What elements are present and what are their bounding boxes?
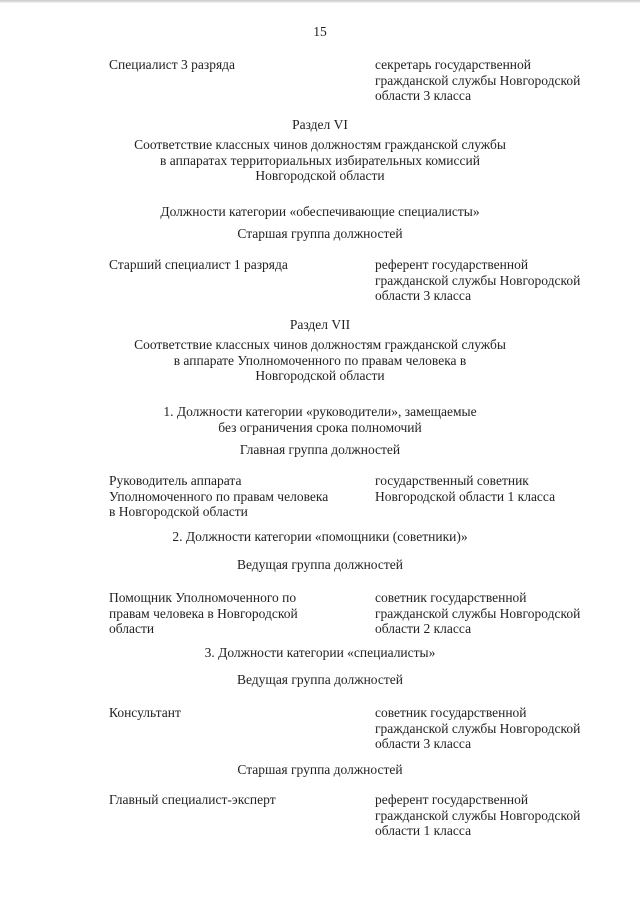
position-specialist-3 <box>109 57 354 73</box>
class-rank-referent-1 <box>375 792 625 839</box>
rank-line: референт государственной <box>375 792 529 807</box>
class-rank-advisor-3 <box>375 705 625 752</box>
position-line: правам человека в Новгородской <box>109 605 298 621</box>
position-line: Консультант <box>109 705 181 720</box>
position-senior-specialist-1 <box>109 257 354 273</box>
scan-edge <box>0 0 640 3</box>
rank-line: гражданской службы Новгородской <box>375 720 581 736</box>
section-vi-subtitle <box>0 137 640 184</box>
rank-line: области 3 класса <box>375 288 472 303</box>
rank-line: референт государственной <box>375 257 529 272</box>
heading-line: Новгородской области <box>255 168 385 183</box>
category-heading <box>0 204 640 220</box>
rank-line: области 1 класса <box>375 823 472 838</box>
group-heading <box>0 557 640 573</box>
position-line: в Новгородской области <box>109 504 248 519</box>
heading-line: Ведущая группа должностей <box>236 672 403 687</box>
position-line: Уполномоченного по правам человека <box>109 488 329 504</box>
rank-line: гражданской службы Новгородской <box>375 807 581 823</box>
rank-line: государственный советник <box>375 473 529 488</box>
group-heading <box>0 762 640 778</box>
position-line: Специалист 3 разряда <box>109 57 236 72</box>
rank-line: области 3 класса <box>375 88 472 103</box>
page-number: 15 <box>313 24 327 39</box>
heading-line: Старшая группа должностей <box>237 226 403 241</box>
group-heading <box>0 442 640 458</box>
heading-line: 1. Должности категории «руководители», замещаемые <box>163 404 477 419</box>
heading-line: без ограничения срока полномочий <box>218 419 422 435</box>
heading-line: Ведущая группа должностей <box>236 557 403 572</box>
class-rank-advisor-2 <box>375 590 625 637</box>
heading-line: Раздел VII <box>289 317 351 332</box>
heading-line: Старшая группа должностей <box>237 762 403 777</box>
position-chief-specialist-expert <box>109 792 354 808</box>
position-head-of-office <box>109 473 354 520</box>
group-heading <box>0 672 640 688</box>
position-line: Главный специалист-эксперт <box>109 792 276 807</box>
section-vi-title <box>0 117 640 133</box>
group-heading <box>0 226 640 242</box>
heading-line: 2. Должности категории «помощники (советники)» <box>172 529 468 544</box>
rank-line: советник государственной <box>375 705 527 720</box>
position-assistant-ombudsman <box>109 590 354 637</box>
heading-line: Соответствие классных чинов должностям гражданской службы <box>134 337 506 352</box>
rank-line: секретарь государственной <box>375 57 532 72</box>
heading-line: в аппарате Уполномоченного по правам человека в <box>173 352 467 368</box>
heading-line: Должности категории «обеспечивающие специалисты» <box>160 204 480 219</box>
category-heading <box>0 404 640 435</box>
heading-line: Новгородской области <box>255 368 385 383</box>
position-line: Руководитель аппарата <box>109 473 242 488</box>
category-heading <box>0 529 640 545</box>
category-heading <box>0 645 640 661</box>
position-line: Старший специалист 1 разряда <box>109 257 288 272</box>
rank-line: гражданской службы Новгородской <box>375 72 581 88</box>
position-line: области <box>109 621 155 636</box>
rank-line: Новгородской области 1 класса <box>375 488 556 504</box>
class-rank-secretary-3 <box>375 57 625 104</box>
section-vii-title <box>0 317 640 333</box>
section-vii-subtitle <box>0 337 640 384</box>
rank-line: гражданской службы Новгородской <box>375 272 581 288</box>
class-rank-referent-3 <box>375 257 625 304</box>
heading-line: Раздел VI <box>292 117 348 132</box>
heading-line: 3. Должности категории «специалисты» <box>204 645 436 660</box>
heading-line: в аппаратах территориальных избирательных комиссий <box>160 152 480 168</box>
rank-line: гражданской службы Новгородской <box>375 605 581 621</box>
rank-line: области 2 класса <box>375 621 472 636</box>
rank-line: советник государственной <box>375 590 527 605</box>
heading-line: Соответствие классных чинов должностям гражданской службы <box>134 137 506 152</box>
position-consultant <box>109 705 354 721</box>
class-rank-state-advisor-1 <box>375 473 625 504</box>
position-line: Помощник Уполномоченного по <box>109 590 297 605</box>
heading-line: Главная группа должностей <box>239 442 401 457</box>
rank-line: области 3 класса <box>375 736 472 751</box>
